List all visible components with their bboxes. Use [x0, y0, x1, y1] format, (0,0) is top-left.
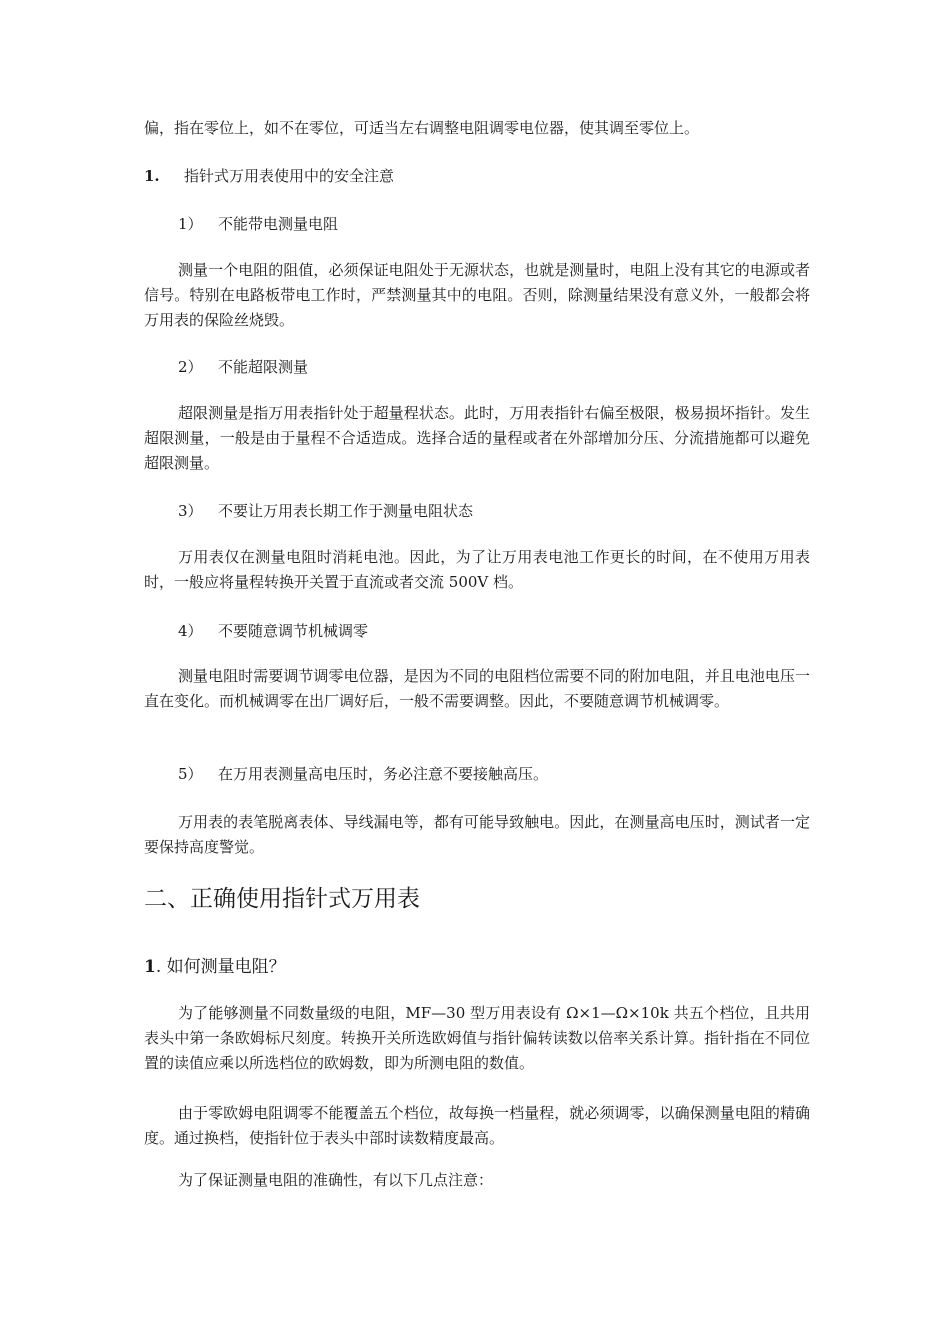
item-3-number: 3）: [178, 502, 203, 520]
item-4-number: 4）: [178, 622, 203, 640]
item-3-heading: [178, 501, 473, 521]
intro-line: 偏，指在零位上，如不在零位，可适当左右调整电阻调零电位器，使其调至零位上。: [144, 119, 700, 137]
item-4-body: 测量电阻时需要调节调零电位器，是因为不同的电阻档位需要不同的附加电阻，并且电池电压一直在变化。而机械调零在出厂调好后，一般不需要调整。因此，不要随意调节机械调零。: [144, 667, 810, 710]
item-4-title: 不要随意调节机械调零: [218, 622, 369, 640]
item-5-heading: [178, 764, 548, 784]
item-5-number: 5）: [178, 765, 203, 783]
item-1-number: 1）: [178, 215, 203, 233]
subsection-1-number: 1: [144, 957, 156, 977]
paragraph-zero-adjust: 由于零欧姆电阻调零不能覆盖五个档位，故每换一档量程，就必须调零，以确保测量电阻的精确度。通过换档，使指针位于表头中部时读数精度最高。: [144, 1104, 810, 1147]
item-1-title: 不能带电测量电阻: [218, 215, 339, 233]
item-2-title: 不能超限测量: [218, 358, 309, 376]
item-2-heading: [178, 357, 308, 377]
chapter-2-heading: 二、正确使用指针式万用表: [144, 886, 420, 912]
paragraph-accuracy-notes: 为了保证测量电阻的准确性，有以下几点注意：: [178, 1171, 494, 1189]
item-3-title: 不要让万用表长期工作于测量电阻状态: [218, 502, 474, 520]
subsection-1-heading: [144, 956, 286, 978]
paragraph-resistance-ranges: 为了能够测量不同数量级的电阻，MF—30 型万用表设有 Ω×1—Ω×10k 共五个档位，且共用表头中第一条欧姆标尺刻度。转换开关所选欧姆值与指针偏转读数以倍率关系计算。指针指在不同位置的读值应乘以所选档位的欧姆数，即为所测电阻的数值。: [144, 1004, 810, 1072]
item-2-number: 2）: [178, 358, 203, 376]
item-3-body: 万用表仅在测量电阻时消耗电池。因此，为了让万用表电池工作更长的时间，在不使用万用表时，一般应将量程转换开关置于直流或者交流 500V 档。: [144, 548, 810, 591]
item-4-heading: [178, 621, 368, 641]
section-1-title: 指针式万用表使用中的安全注意: [184, 167, 395, 185]
item-2-body: 超限测量是指万用表指针处于超量程状态。此时，万用表指针右偏至极限，极易损坏指针。发生超限测量，一般是由于量程不合适造成。选择合适的量程或者在外部增加分压、分流措施都可以避免超限测量。: [144, 404, 810, 472]
subsection-1-title: . 如何测量电阻？: [155, 957, 286, 977]
section-1-number: 1.: [144, 167, 160, 185]
item-5-title: 在万用表测量高电压时，务必注意不要接触高压。: [218, 765, 549, 783]
item-5-body: 万用表的表笔脱离表体、导线漏电等，都有可能导致触电。因此，在测量高电压时，测试者一定要保持高度警觉。: [144, 813, 810, 856]
item-1-heading: [178, 214, 338, 234]
item-1-body: 测量一个电阻的阻值，必须保证电阻处于无源状态，也就是测量时，电阻上没有其它的电源或者信号。特别在电路板带电工作时，严禁测量其中的电阻。否则，除测量结果没有意义外，一般都会将万用表的保险丝烧毁。: [144, 261, 810, 329]
section-1-heading: [144, 166, 394, 186]
